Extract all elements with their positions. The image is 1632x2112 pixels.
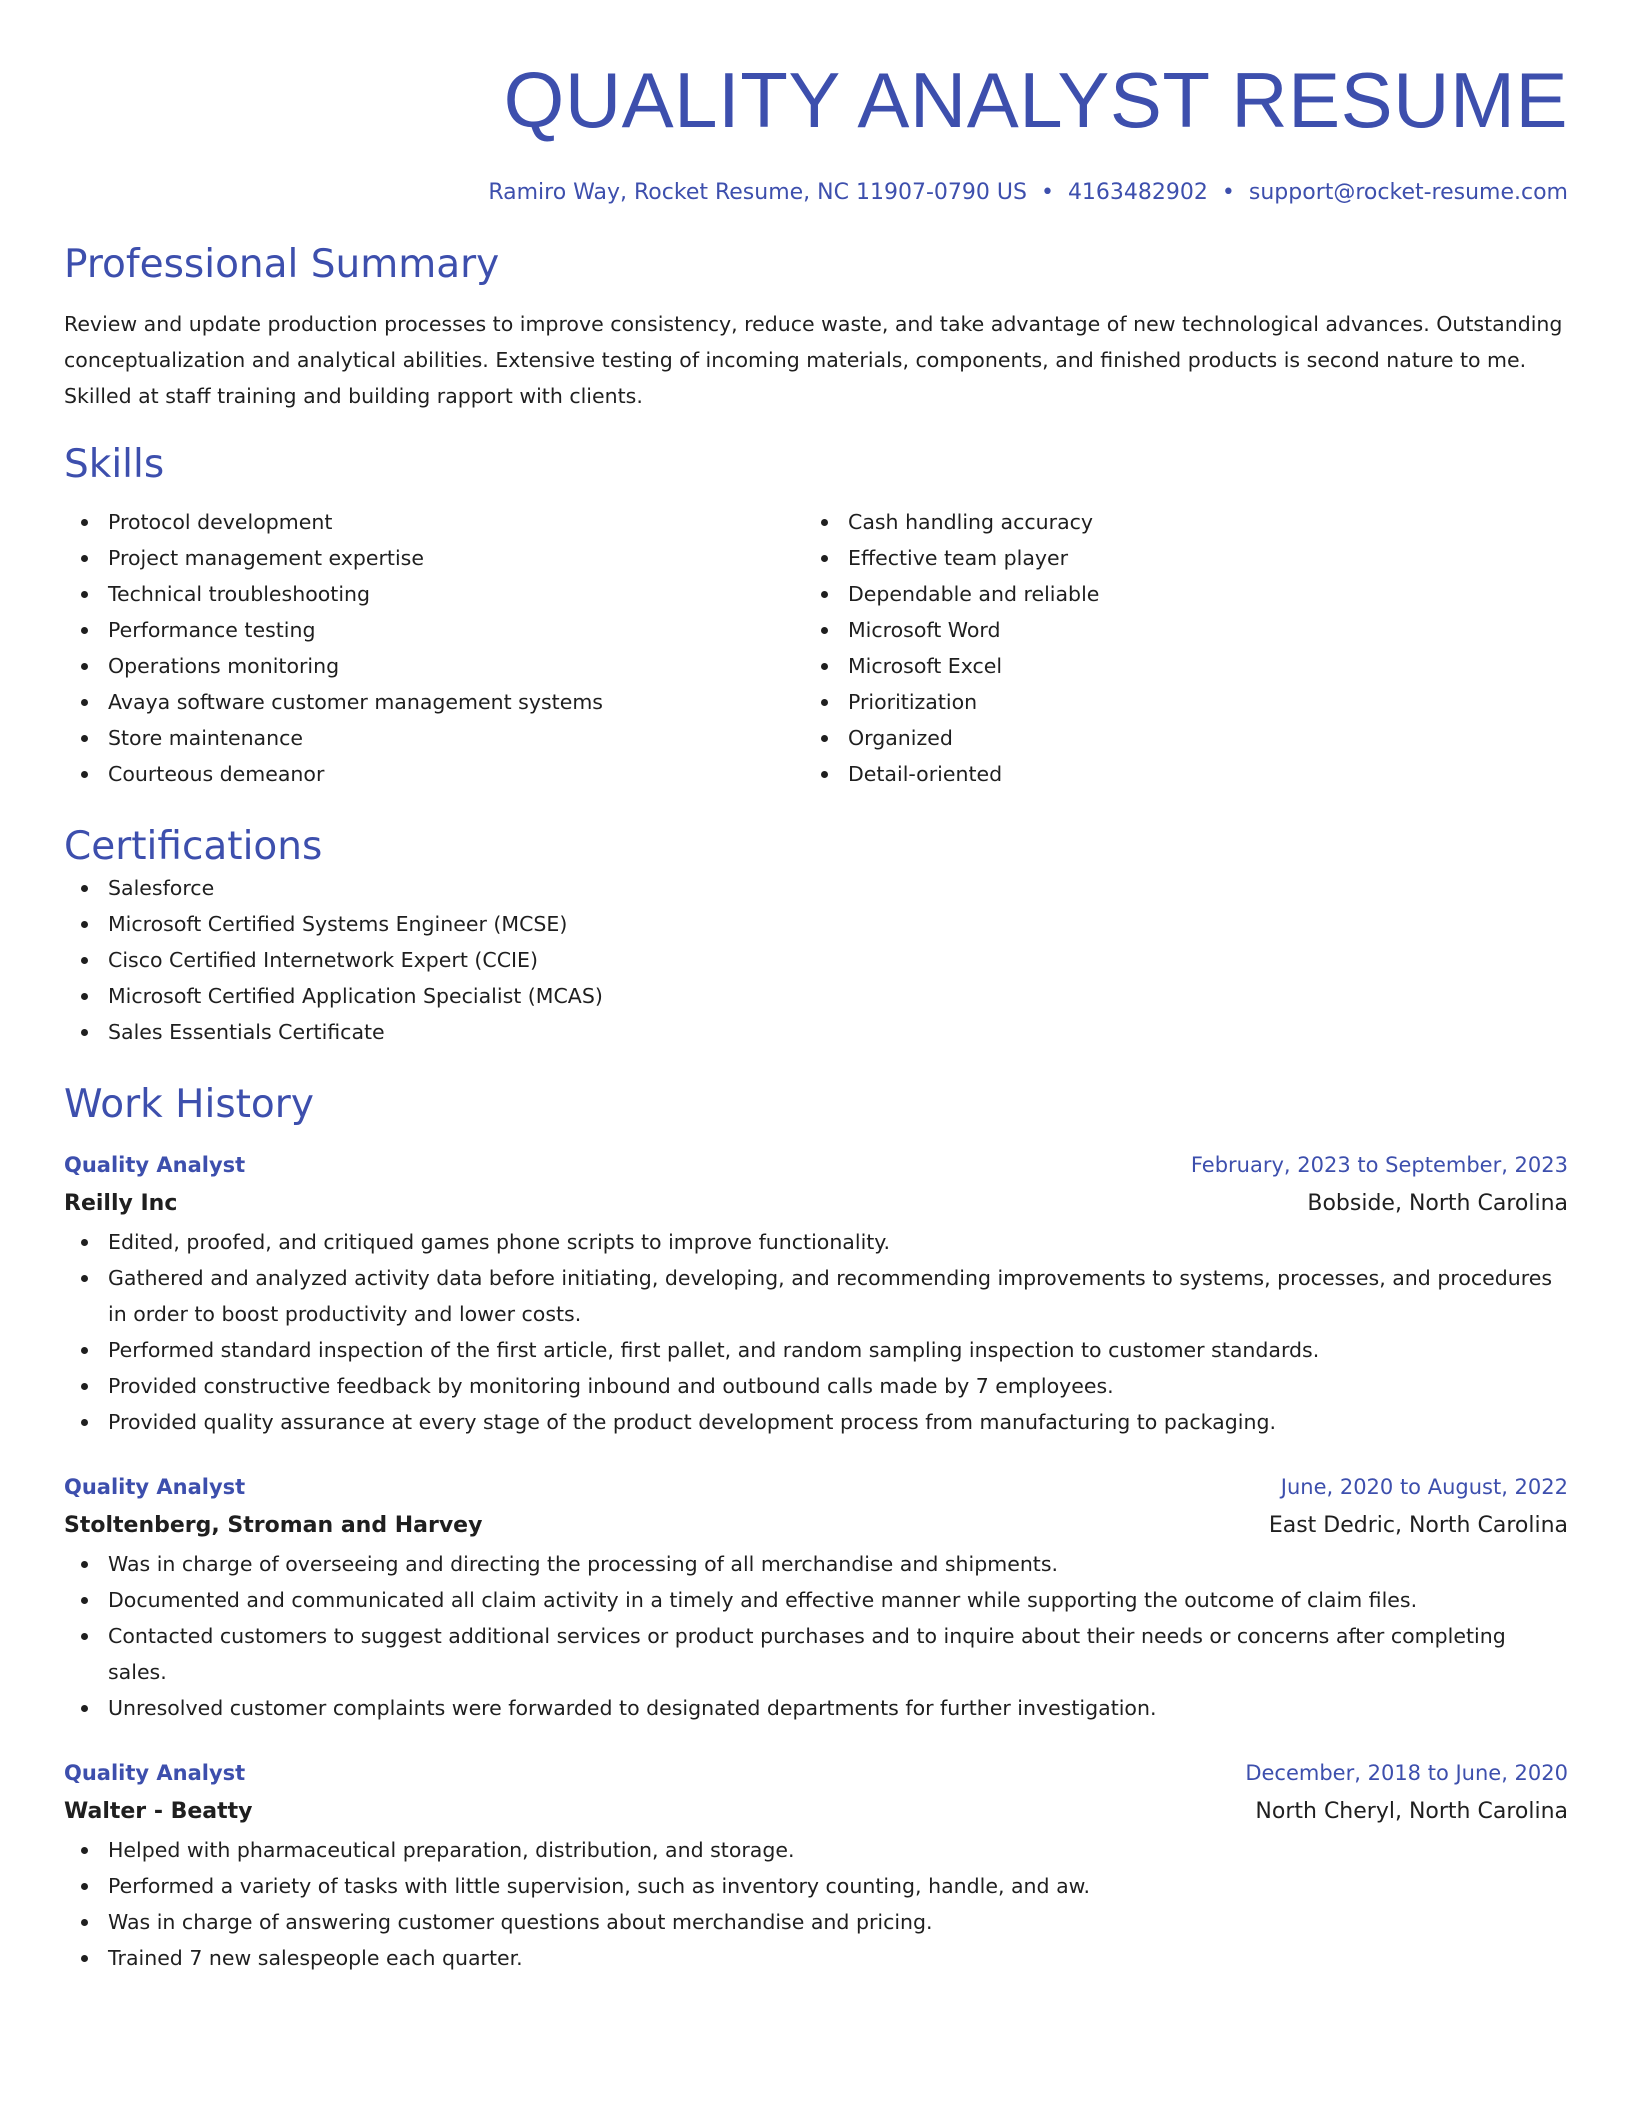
skills-heading: Skills (64, 442, 165, 487)
certifications-heading: Certifications (64, 824, 323, 869)
resume-title: QUALITY ANALYST RESUME (503, 56, 1568, 144)
skill-item: Organized (804, 720, 1544, 756)
skill-item: Store maintenance (64, 720, 804, 756)
job-dates: December, 2018 to June, 2020 (1245, 1761, 1568, 1785)
contact-separator: • (1040, 180, 1054, 205)
job-title: Quality Analyst (64, 1761, 246, 1785)
job-location: East Dedric, North Carolina (1268, 1513, 1568, 1538)
job-company: Reilly Inc (64, 1191, 178, 1216)
skill-item: Operations monitoring (64, 648, 804, 684)
contact-line (64, 178, 1568, 208)
skill-item: Dependable and reliable (804, 576, 1544, 612)
certification-item: Microsoft Certified Systems Engineer (MCSE) (64, 906, 1568, 942)
job-bullet: Trained 7 new salespeople each quarter. (64, 1940, 1568, 1976)
job-dates: February, 2023 to September, 2023 (1190, 1153, 1568, 1177)
job-entry (64, 1468, 1568, 1726)
job-company: Walter - Beatty (64, 1799, 253, 1824)
skill-item: Cash handling accuracy (804, 504, 1544, 540)
job-bullet: Was in charge of answering customer questions about merchandise and pricing. (64, 1904, 1568, 1940)
certification-item: Cisco Certified Internetwork Expert (CCIE) (64, 942, 1568, 978)
job-title: Quality Analyst (64, 1153, 246, 1177)
job-company-row (64, 1792, 1568, 1832)
summary-text: Review and update production processes to improve consistency, reduce waste, and take advantage of new technological advances. Outstanding conceptualization and analytical abilities. Extensive testing of incoming materials, components, and finished products is second nature to me. Skilled at staff training and building rapport with clients. (64, 312, 1563, 408)
job-bullet: Provided quality assurance at every stage of the product development process from manufacturing to packaging. (64, 1404, 1568, 1440)
skill-item: Detail-oriented (804, 756, 1544, 792)
job-bullet: Helped with pharmaceutical preparation, distribution, and storage. (64, 1832, 1568, 1868)
certification-item: Salesforce (64, 870, 1568, 906)
job-bullets (64, 1546, 1568, 1726)
skill-item: Protocol development (64, 504, 804, 540)
job-bullet: Performed a variety of tasks with little supervision, such as inventory counting, handle, and aw. (64, 1868, 1568, 1904)
job-bullets (64, 1224, 1568, 1440)
job-bullet: Was in charge of overseeing and directing the processing of all merchandise and shipments. (64, 1546, 1568, 1582)
job-bullet: Provided constructive feedback by monitoring inbound and outbound calls made by 7 employees. (64, 1368, 1568, 1404)
contact-email: support@rocket-resume.com (1248, 180, 1568, 205)
job-bullet: Contacted customers to suggest additional services or product purchases and to inquire about their needs or concerns after completing sales. (64, 1618, 1568, 1690)
certifications-list (64, 870, 1568, 1050)
job-title: Quality Analyst (64, 1475, 246, 1499)
skill-item: Project management expertise (64, 540, 804, 576)
contact-address: Ramiro Way, Rocket Resume, NC 11907-0790 US (488, 180, 1027, 205)
skills-column-left (64, 504, 804, 792)
skill-item: Prioritization (804, 684, 1544, 720)
certification-item: Microsoft Certified Application Specialist (MCAS) (64, 978, 1568, 1014)
skill-item: Performance testing (64, 612, 804, 648)
skill-item: Technical troubleshooting (64, 576, 804, 612)
job-location: North Cheryl, North Carolina (1255, 1799, 1568, 1824)
job-bullet: Performed standard inspection of the first article, first pallet, and random sampling inspection to customer standards. (64, 1332, 1568, 1368)
skills-column-right (804, 504, 1544, 792)
job-location: Bobside, North Carolina (1307, 1191, 1568, 1216)
job-entry (64, 1146, 1568, 1440)
skills-list-left (64, 504, 804, 792)
skill-item: Avaya software customer management systems (64, 684, 804, 720)
job-company-row (64, 1184, 1568, 1224)
skill-item: Effective team player (804, 540, 1544, 576)
work-history-heading: Work History (64, 1082, 314, 1127)
job-bullets (64, 1832, 1568, 1976)
job-bullet: Edited, proofed, and critiqued games phone scripts to improve functionality. (64, 1224, 1568, 1260)
job-entry (64, 1754, 1568, 1976)
certification-item: Sales Essentials Certificate (64, 1014, 1568, 1050)
job-company-row (64, 1506, 1568, 1546)
job-title-row (64, 1146, 1568, 1184)
contact-separator: • (1221, 180, 1235, 205)
contact-phone: 4163482902 (1067, 180, 1208, 205)
skills-grid (64, 504, 1568, 792)
job-dates: June, 2020 to August, 2022 (1280, 1475, 1568, 1499)
job-title-row (64, 1468, 1568, 1506)
job-company: Stoltenberg, Stroman and Harvey (64, 1513, 483, 1538)
summary-heading: Professional Summary (64, 242, 500, 287)
skill-item: Microsoft Word (804, 612, 1544, 648)
skill-item: Microsoft Excel (804, 648, 1544, 684)
job-bullet: Documented and communicated all claim activity in a timely and effective manner while supporting the outcome of claim files. (64, 1582, 1568, 1618)
skill-item: Courteous demeanor (64, 756, 804, 792)
job-bullet: Unresolved customer complaints were forwarded to designated departments for further investigation. (64, 1690, 1568, 1726)
job-bullet: Gathered and analyzed activity data before initiating, developing, and recommending improvements to systems, processes, and procedures in order to boost productivity and lower costs. (64, 1260, 1568, 1332)
job-title-row (64, 1754, 1568, 1792)
skills-list-right (804, 504, 1544, 792)
